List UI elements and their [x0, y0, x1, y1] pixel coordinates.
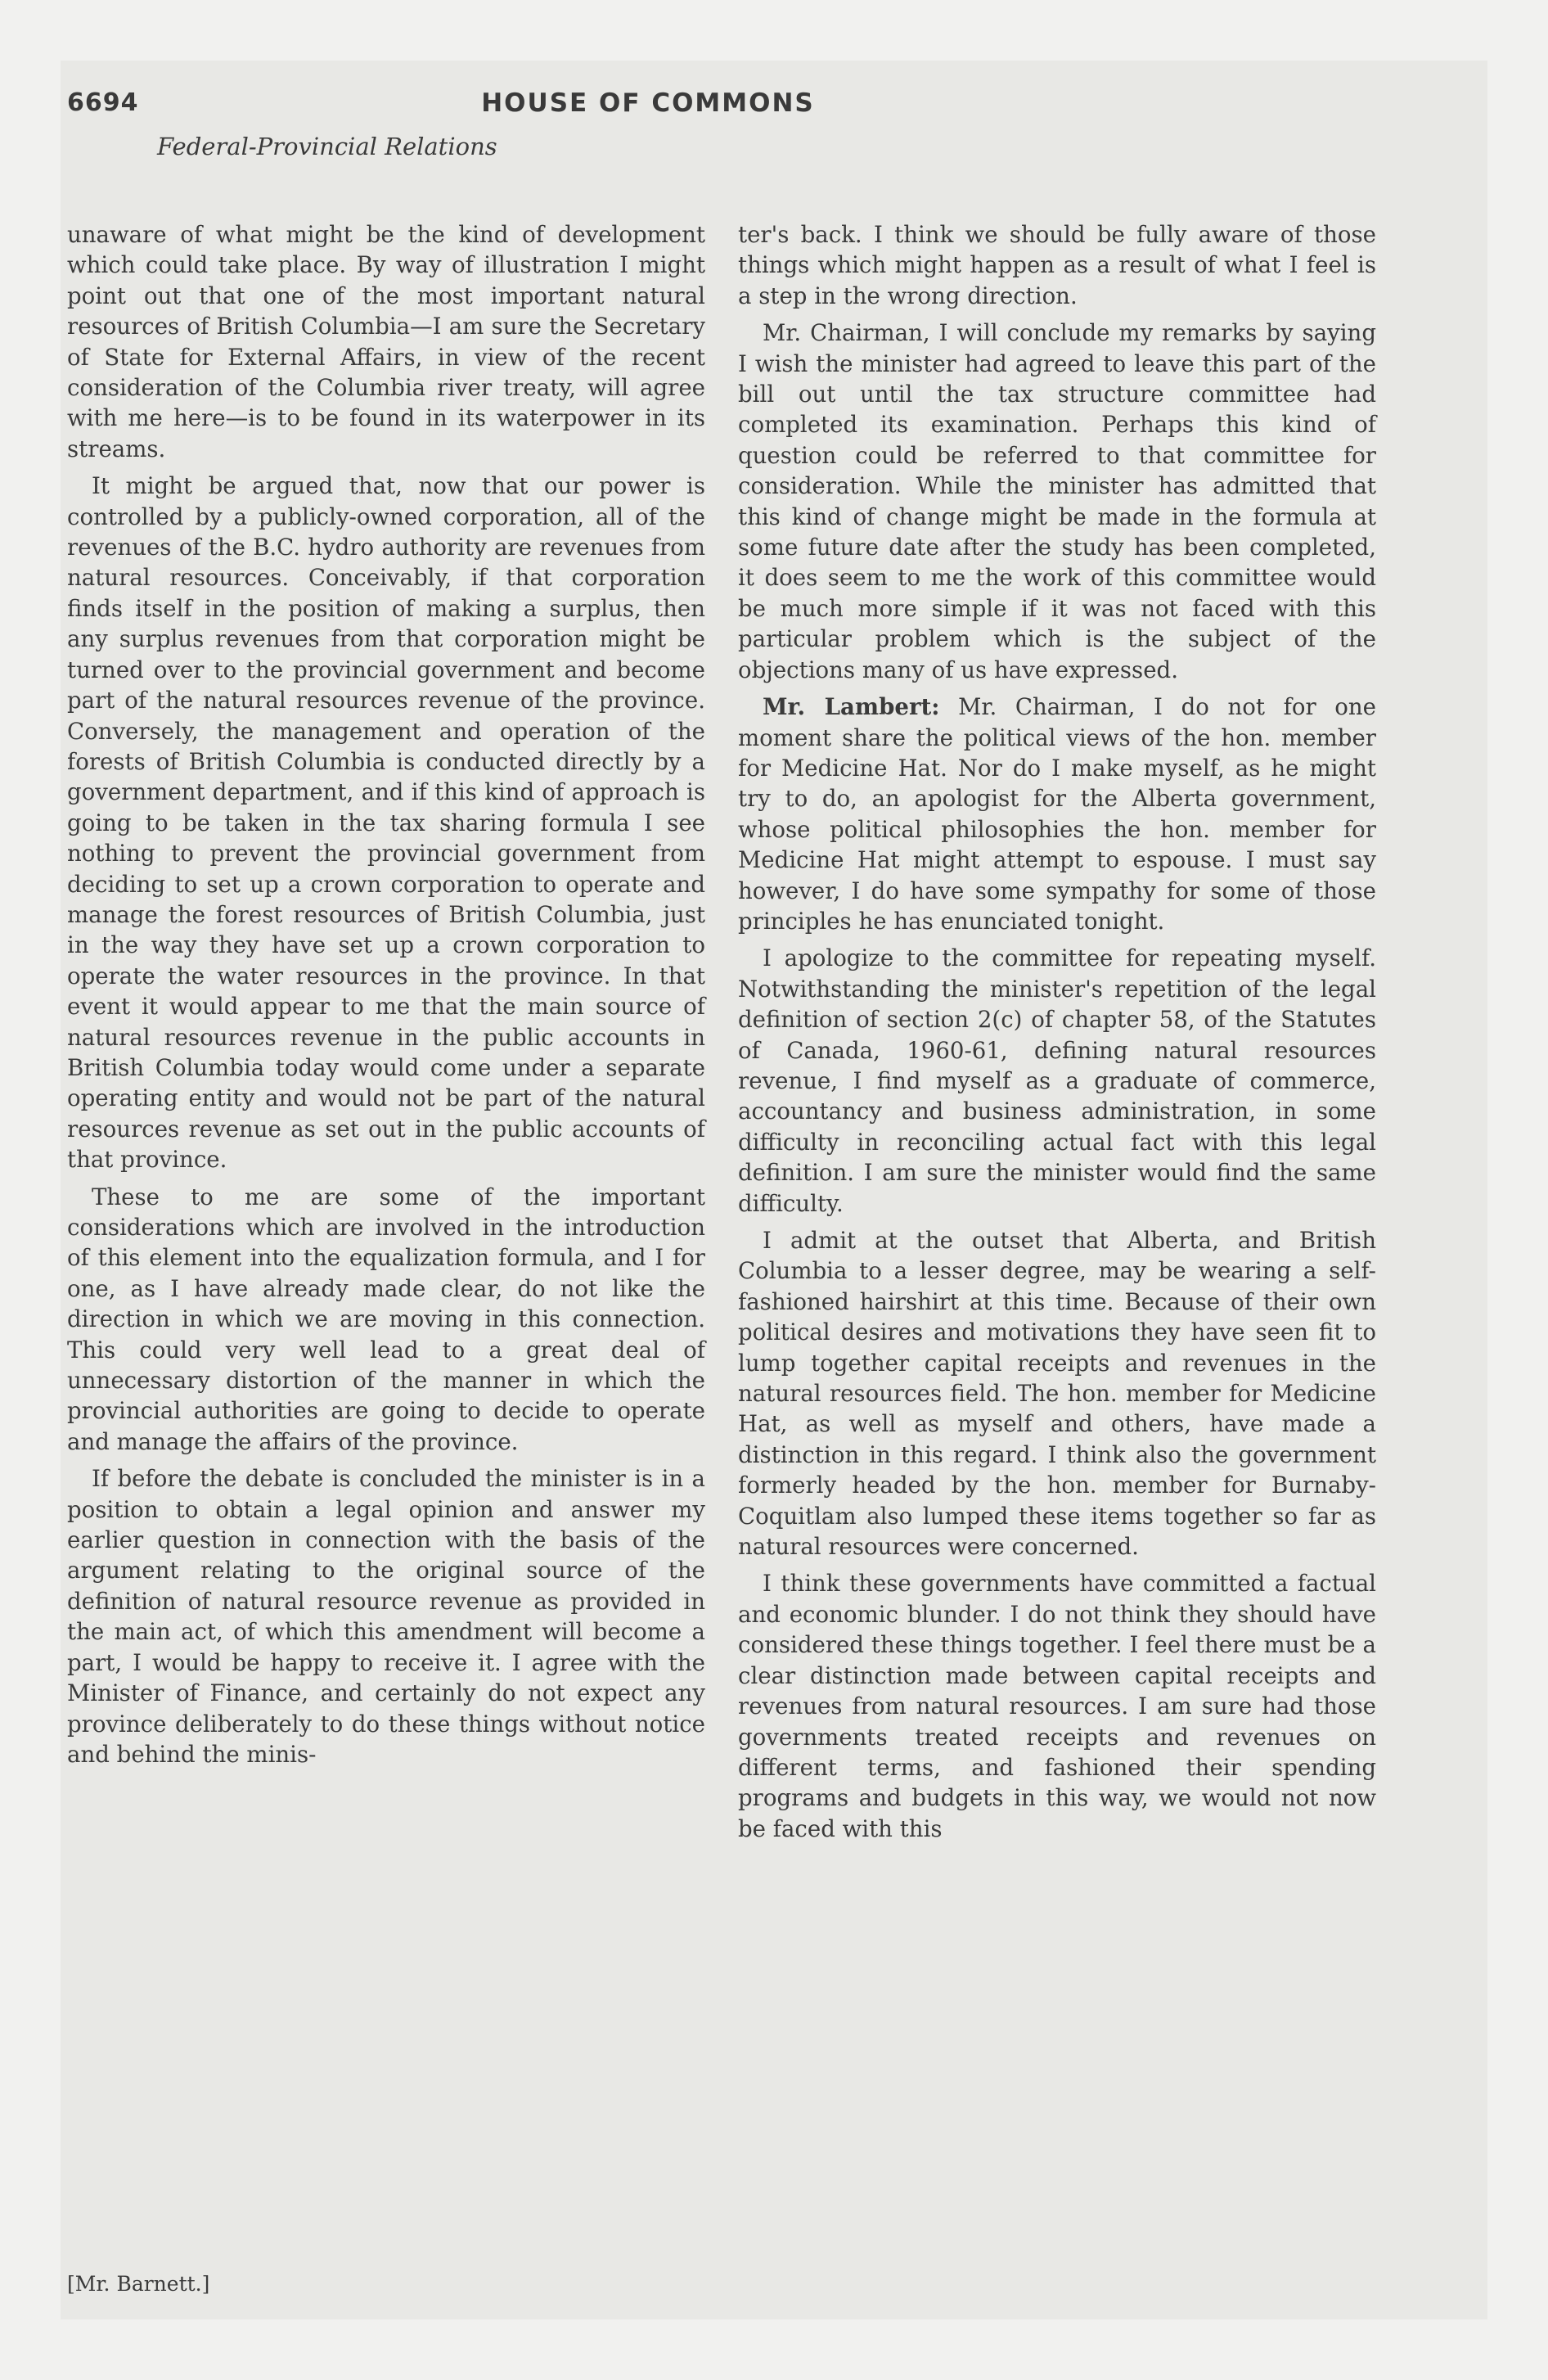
paragraph: I think these governments have committed a factual and economic blunder. I do not think they should have considered these things together. I feel there must be a clear distinction made between capital receipts and revenues from natural resources. I am sure had those governments treated receipts and revenues on different terms, and fashioned their spending programs and budgets in this way, we would not now be faced with this [738, 1570, 1376, 1842]
paragraph: Mr. Chairman, I will conclude my remarks by saying I wish the minister had agreed to leave this part of the bill out until the tax structure committee had completed its examination. Perhaps this kind of question could be referred to that committee for consideration. While the minister has admitted that this kind of change might be made in the formula at some future date after the study has been completed, it does seem to me the work of this committee would be much more simple if it was not faced with this particular problem which is the subject of the objections many of us have expressed. [738, 319, 1376, 683]
page-header [67, 88, 1474, 124]
running-head: HOUSE OF COMMONS [481, 88, 815, 118]
speaker-paragraph [738, 692, 1376, 936]
paragraph: If before the debate is concluded the minister is in a position to obtain a legal opinion and answer my earlier question in connection with the basis of the argument relating to the original source of the definition of natural resource revenue as provided in the main act, of which this amendment will become a part, I would be happy to receive it. I agree with the Minister of Finance, and certainly do not expect any province deliberately to do these things without notice and behind the minis- [67, 1465, 705, 1768]
section-title: Federal-Provincial Relations [157, 133, 497, 160]
paragraph: These to me are some of the important considerations which are involved in the introduction of this element into the equalization formula, and I for one, as I have already made clear, do not like the direction in which we are moving in this connection. This could very well lead to a great deal of unnecessary distortion of the manner in which the provincial authorities are going to decide to operate and manage the affairs of the province. [67, 1183, 705, 1455]
page-number: 6694 [67, 88, 139, 117]
paragraph: It might be argued that, now that our power is controlled by a publicly-owned corporation, all of the revenues of the B.C. hydro authority are revenues from natural resources. Conceivably, if that corporation finds itself in the position of making a surplus, then any surplus revenues from that corporation might be turned over to the provincial government and become part of the natural resources revenue of the province. Conversely, the management and operation of the forests of British Columbia is conducted directly by a government department, and if this kind of approach is going to be taken in the tax sharing formula I see nothing to prevent the provincial government from deciding to set up a crown corporation to operate and manage the forest resources of British Columbia, just in the way they have set up a crown corporation to operate the water resources in the province. In that event it would appear to me that the main source of natural resources revenue in the public accounts in British Columbia today would come under a separate operating entity and would not be part of the natural resources revenue as set out in the public accounts of that province. [67, 472, 705, 1174]
speaker-attribution: [Mr. Barnett.] [67, 2272, 210, 2296]
left-column [67, 219, 705, 1776]
paragraph: ter's back. I think we should be fully aware of those things which might happen as a result of what I feel is a step in the wrong direction. [738, 221, 1376, 309]
paragraph: I admit at the outset that Alberta, and British Columbia to a lesser degree, may be wearing a self-fashioned hairshirt at this time. Because of their own political desires and motivations they have seen fit to lump together capital receipts and revenues in the natural resources field. The hon. member for Medicine Hat, as well as myself and others, have made a distinction in this regard. I think also the government formerly headed by the hon. member for Burnaby-Coquitlam also lumped these items together so far as natural resources were concerned. [738, 1227, 1376, 1561]
paragraph: I apologize to the committee for repeating myself. Notwithstanding the minister's repetition of the legal definition of section 2(c) of chapter 58, of the Statutes of Canada, 1960-61, defining natural resources revenue, I find myself as a graduate of commerce, accountancy and business administration, in some difficulty in reconciling actual fact with this legal definition. I am sure the minister would find the same difficulty. [738, 944, 1376, 1217]
paragraph: unaware of what might be the kind of development which could take place. By way of illustration I might point out that one of the most important natural resources of British Columbia—I am sure the Secretary of State for External Affairs, in view of the recent consideration of the Columbia river treaty, will agree with me here—is to be found in its waterpower in its streams. [67, 221, 705, 462]
document-body [67, 88, 1474, 2296]
speaker-name: Mr. Lambert: [763, 693, 940, 721]
right-column [738, 219, 1376, 1850]
speaker-text: Mr. Chairman, I do not for one moment share the political views of the hon. member for Medicine Hat. Nor do I make myself, as he might try to do, an apologist for the Alberta government, whose political philosophies the hon. member for Medicine Hat might attempt to espouse. I must say however, I do have some sympathy for some of those principles he has enunciated tonight. [738, 693, 1376, 935]
